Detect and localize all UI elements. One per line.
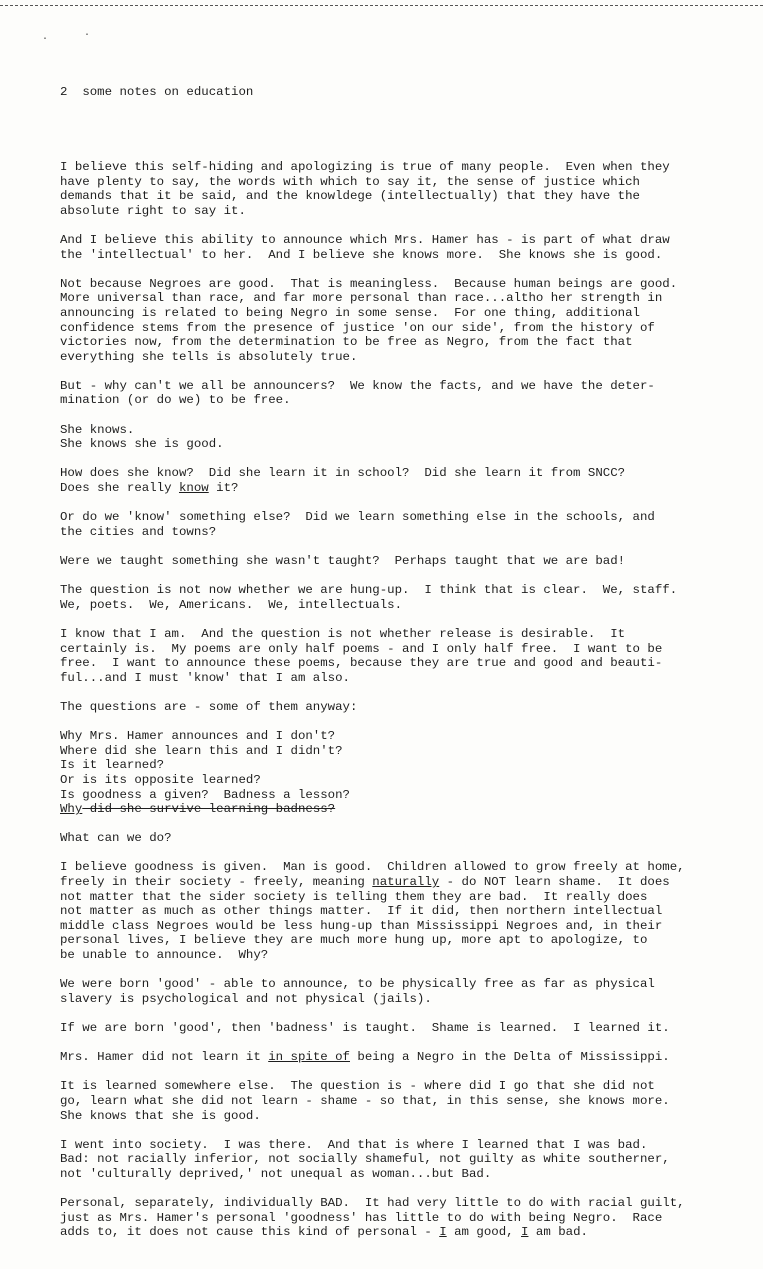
text-line: I know that I am. And the question is not whether release is desirable. It xyxy=(60,626,626,641)
paragraph xyxy=(60,860,700,962)
document-body xyxy=(60,160,700,1240)
text-line: Or is its opposite learned? xyxy=(60,772,261,787)
text-line: She knows. xyxy=(60,422,135,437)
text-line: Or do we 'know' something else? Did we learn something else in the schools, and xyxy=(60,510,655,525)
text-line: victories now, from the determination to be free as Negro, from the fact that xyxy=(60,335,633,350)
text-line: freely in their society - freely, meaning naturally - do NOT learn shame. It does xyxy=(60,875,670,890)
text-line: How does she know? Did she learn it in school? Did she learn it from SNCC? xyxy=(60,466,626,481)
document-page xyxy=(60,56,700,1269)
text-line: I believe goodness is given. Man is good. Children allowed to grow freely at home, xyxy=(60,860,685,875)
page-header xyxy=(60,85,700,100)
text-line: Mrs. Hamer did not learn it in spite of being a Negro in the Delta of Mississippi. xyxy=(60,1050,670,1065)
paragraph xyxy=(60,627,700,685)
text-line: We were born 'good' - able to announce, to be physically free as far as physical xyxy=(60,977,655,992)
paragraph xyxy=(60,1196,700,1240)
paragraph xyxy=(60,277,700,365)
text-line: certainly is. My poems are only half poems - and I only half free. I want to be xyxy=(60,641,663,656)
text-line: But - why can't we all be announcers? We know the facts, and we have the deter- xyxy=(60,378,655,393)
paragraph xyxy=(60,1138,700,1182)
text-line: Were we taught something she wasn't taught? Perhaps taught that we are bad! xyxy=(60,554,626,568)
page-top-edge xyxy=(0,0,763,6)
paragraph xyxy=(60,423,700,452)
text-line: mination (or do we) to be free. xyxy=(60,393,291,408)
text-line: adds to, it does not cause this kind of personal - I am good, I am bad. xyxy=(60,1225,588,1240)
text-line: announcing is related to being Negro in some sense. For one thing, additional xyxy=(60,305,640,320)
text-line: We, poets. We, Americans. We, intellectuals. xyxy=(60,597,403,612)
page-title: some notes on education xyxy=(82,85,254,100)
paragraph xyxy=(60,379,700,408)
paragraph xyxy=(60,1079,700,1123)
text-line: demands that it be said, and the knowldege (intellectually) that they have the xyxy=(60,189,640,204)
text-line: I went into society. I was there. And that is where I learned that I was bad. xyxy=(60,1137,648,1152)
text-line: Does she really know it? xyxy=(60,481,239,496)
text-line: the cities and towns? xyxy=(60,524,217,539)
text-line: confidence stems from the presence of justice 'on our side', from the history of xyxy=(60,320,655,335)
margin-speck: · xyxy=(42,34,49,45)
text-line: Why Mrs. Hamer announces and I don't? xyxy=(60,729,336,744)
text-line: middle class Negroes would be less hung-up than Mississippi Negroes and, in their xyxy=(60,918,663,933)
text-line: Bad: not racially inferior, not socially shameful, not guilty as white southerner, xyxy=(60,1152,670,1167)
text-line: slavery is psychological and not physical (jails). xyxy=(60,991,432,1006)
paragraph xyxy=(60,510,700,539)
paragraph xyxy=(60,700,700,715)
text-line: have plenty to say, the words with which to say it, the sense of justice which xyxy=(60,174,640,189)
text-line: free. I want to announce these poems, because they are true and good and beauti- xyxy=(60,656,663,671)
text-line: More universal than race, and far more personal than race...altho her strength in xyxy=(60,291,663,306)
paragraph xyxy=(60,977,700,1006)
text-line: not matter that the sider society is telling them they are bad. It really does xyxy=(60,889,648,904)
paragraph xyxy=(60,466,700,495)
text-line: Is goodness a given? Badness a lesson? xyxy=(60,787,350,802)
text-line: not 'culturally deprived,' not unequal as woman...but Bad. xyxy=(60,1166,492,1181)
text-line: absolute right to say it. xyxy=(60,203,246,218)
text-line: personal lives, I believe they are much more hung up, more apt to apologize, to xyxy=(60,933,648,948)
text-line: The question is not now whether we are hung-up. I think that is clear. We, staff. xyxy=(60,583,678,598)
text-line: It is learned somewhere else. The question is - where did I go that she did not xyxy=(60,1079,655,1094)
page-number: 2 xyxy=(60,85,68,100)
text-line: go, learn what she did not learn - shame - so that, in this sense, she knows more. xyxy=(60,1093,670,1108)
text-line: What can we do? xyxy=(60,831,172,846)
text-line: Not because Negroes are good. That is meaningless. Because human beings are good. xyxy=(60,276,678,291)
text-line: be unable to announce. Why? xyxy=(60,948,269,963)
text-line: She knows that she is good. xyxy=(60,1108,261,1123)
text-line: Personal, separately, individually BAD. It had very little to do with racial guilt, xyxy=(60,1196,685,1211)
text-line: Is it learned? xyxy=(60,758,165,773)
margin-speck: · xyxy=(84,30,91,41)
text-line: And I believe this ability to announce which Mrs. Hamer has - is part of what draw xyxy=(60,232,670,247)
text-line: just as Mrs. Hamer's personal 'goodness' has little to do with being Negro. Race xyxy=(60,1210,663,1225)
text-line: the 'intellectual' to her. And I believe she knows more. She knows she is good. xyxy=(60,247,663,262)
text-line: Where did she learn this and I didn't? xyxy=(60,743,343,758)
paragraph xyxy=(60,583,700,612)
text-line: The questions are - some of them anyway: xyxy=(60,699,358,714)
paragraph xyxy=(60,554,700,569)
text-line: If we are born 'good', then 'badness' is taught. Shame is learned. I learned it. xyxy=(60,1021,670,1035)
text-line: not matter as much as other things matter. If it did, then northern intellectual xyxy=(60,904,663,919)
text-line: Why did she survive learning badness? xyxy=(60,802,336,817)
paragraph xyxy=(60,729,700,817)
text-line: I believe this self-hiding and apologizing is true of many people. Even when they xyxy=(60,159,670,174)
paragraph xyxy=(60,831,700,846)
text-line: everything she tells is absolutely true. xyxy=(60,349,358,364)
text-line: She knows she is good. xyxy=(60,437,224,452)
text-line: ful...and I must 'know' that I am also. xyxy=(60,670,350,685)
paragraph xyxy=(60,1021,700,1036)
paragraph xyxy=(60,233,700,262)
paragraph xyxy=(60,1050,700,1065)
paragraph xyxy=(60,160,700,218)
